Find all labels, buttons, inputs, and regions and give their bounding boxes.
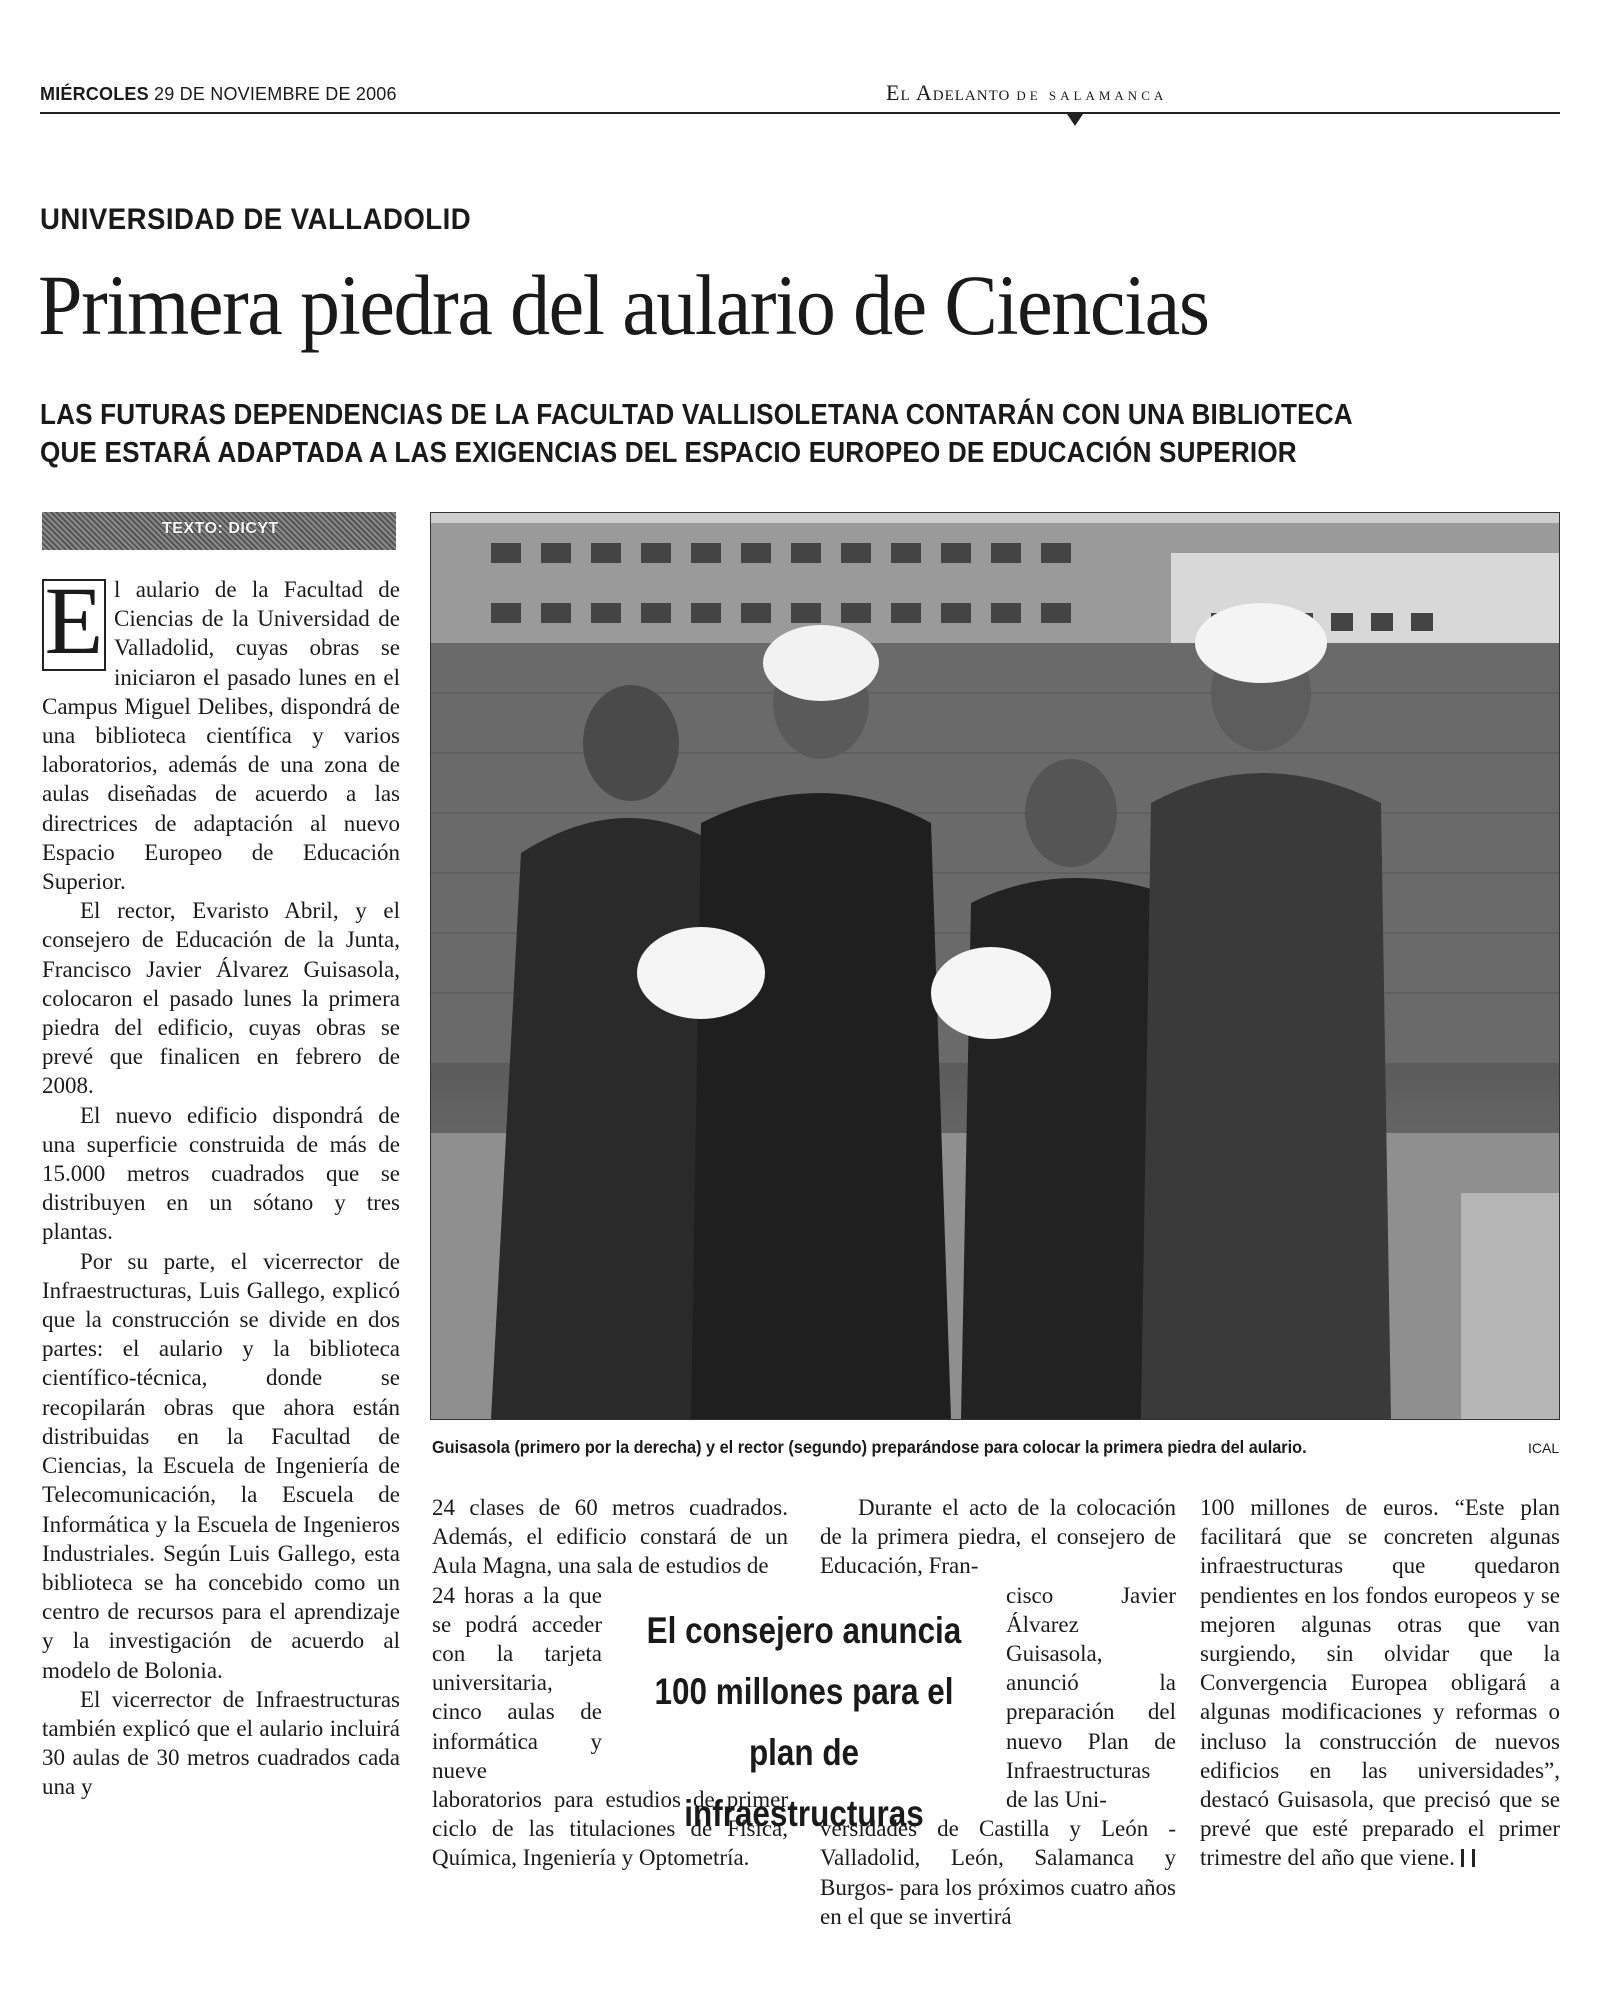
byline: TEXTO: DICYT [162,520,279,537]
end-mark-icon [1461,1849,1475,1867]
paragraph [1200,1493,1560,1873]
byline-bar [42,512,396,550]
paragraph-text: 100 millones de euros. “Este plan facilitará que se concreten algunas infraestructuras que quedaron pendientes en los fondos europeos y se mejoren algunas otras que van surgiendo, sin olvidar que la Convergencia Europea obligará a algunas modificaciones y reformas o incluso la construcción de nuevos edificios en las universidades”, destacó Guisasola, que precisó que se prevé que esté preparado el primer trimestre del año que viene. [1200,1495,1560,1871]
photo-caption: Guisasola (primero por la derecha) y el rector (segundo) preparándose para colocar la primera piedra del aulario. [432,1437,1307,1457]
newspaper-suffix: DE SALAMANCA [1016,88,1168,103]
paragraph-text: l aulario de la Facultad de Ciencias de la Universidad de Valladolid, cuyas obras se iniciaron el pasado lunes en el Campus Miguel Delibes, dispondrá de una biblioteca científica y varios laboratorios, además de una zona de aulas diseñadas de acuerdo a las directrices de adaptación al nuevo Espacio Europeo de Educación Superior. [42,577,400,895]
paragraph: laboratorios para estudios de primer ciclo de las titulaciones de Física, Química, Ingeniería y Optometría. [432,1787,788,1871]
section-label: UNIVERSIDAD DE VALLADOLID [40,203,472,236]
issue-date [40,84,397,105]
deck-line-1: LAS FUTURAS DEPENDENCIAS DE LA FACULTAD VALLISOLETANA CONTARÁN CON UNA BIBLIOTECA [40,399,1353,431]
news-photo [430,512,1560,1420]
deck [40,396,1408,472]
paragraph: Durante el acto de la colocación de la primera piedra, el consejero de Educación, Fran- [820,1495,1176,1579]
paragraph: cisco Javier Álvarez Guisasola, anunció la preparación del nuevo Plan de Infraestructuras de las Uni- [1006,1582,1176,1813]
pull-quote: El consejero anuncia 100 millones para el plan de infraestructuras [646,1610,962,1834]
newspaper-name [886,80,1167,106]
newspaper-title: El Adelanto [886,80,1011,105]
paragraph: Por su parte, el vicerrector de Infraestructuras, Luis Gallego, explicó que la construcción se divide en dos partes: el aulario y la biblioteca científico-técnica, donde se recopilarán obras que ahora están distribuidas en la Facultad de Ciencias, la Escuela de Ingeniería de Telecomunicación, la Escuela de Informática y la Escuela de Ingenieros Industriales. Según Luis Gallego, esta biblioteca se ha concebido como un centro de recursos para el aprendizaje y la investigación de acuerdo al modelo de Bolonia. [42,1248,400,1683]
issue-day: MIÉRCOLES [40,84,149,104]
paragraph: 24 clases de 60 metros cuadrados. Además, el edificio constará de un Aula Magna, una sala de estudios de [432,1495,788,1579]
paragraph: El nuevo edificio dispondrá de una superficie construida de más de 15.000 metros cuadrados que se distribuyen en un sótano y tres plantas. [42,1102,400,1245]
masthead [40,80,1560,116]
paragraph [42,567,400,896]
body-column-1 [42,567,400,1802]
body-column-4 [1200,1493,1560,1873]
dropcap: E [42,579,106,671]
paragraph: El vicerrector de Infraestructuras también explicó que el aulario incluirá 30 aulas de 30 metros cuadrados cada una y [42,1686,400,1800]
issue-date-text: 29 DE NOVIEMBRE DE 2006 [154,84,397,104]
paragraph: El rector, Evaristo Abril, y el consejero de Educación de la Junta, Francisco Javier Álvarez Guisasola, colocaron el pasado lunes la primera piedra del edificio, cuyas obras se prevé que finalicen en febrero de 2008. [42,898,400,1099]
photo-credit: ICAL [1528,1440,1560,1456]
masthead-triangle-icon [1067,114,1083,126]
photo-illustration [431,513,1559,1419]
paragraph: versidades de Castilla y León -Valladolid, León, Salamanca y Burgos- para los próximos cuatro años en el que se invertirá [820,1816,1176,1929]
paragraph: 24 horas a la que se podrá acceder con la tarjeta universitaria, cinco aulas de informática y nueve [432,1582,602,1783]
headline: Primera piedra del aulario de Ciencias [38,257,1209,353]
masthead-rule [40,112,1560,114]
deck-line-2: QUE ESTARÁ ADAPTADA A LAS EXIGENCIAS DEL ESPACIO EUROPEO DE EDUCACIÓN SUPERIOR [40,437,1297,469]
